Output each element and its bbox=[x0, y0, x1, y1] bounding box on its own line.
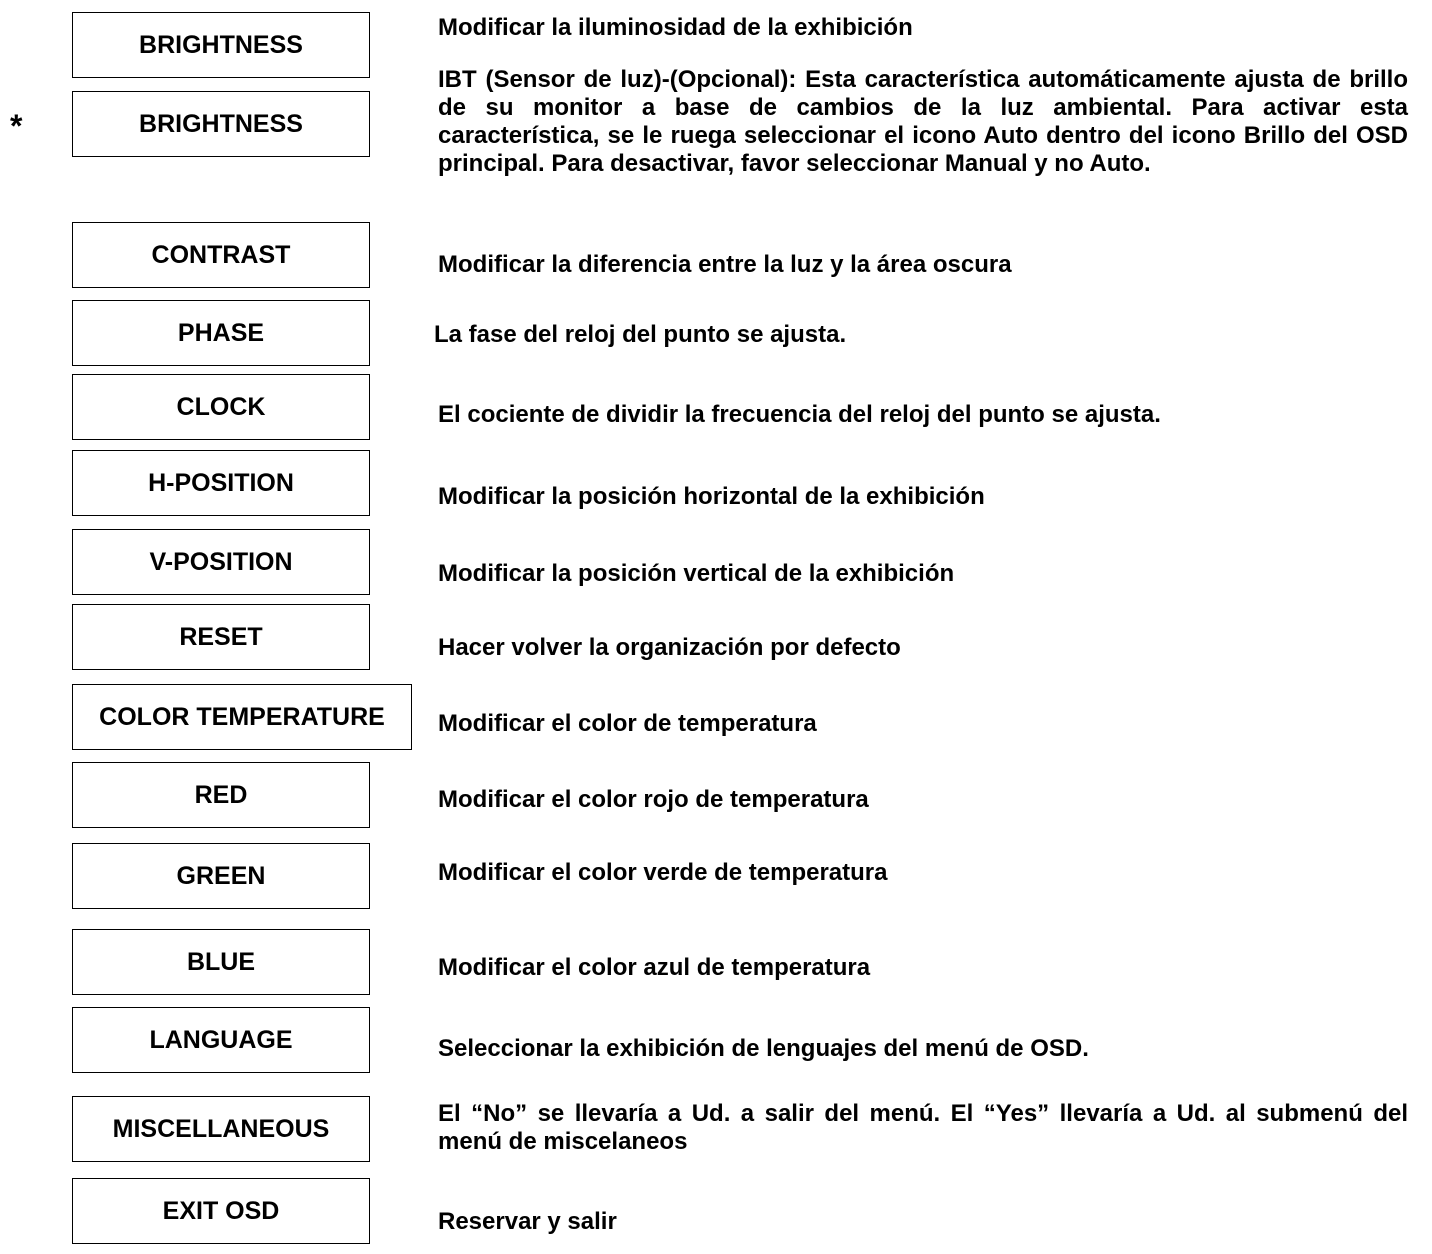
menu-box-color-temperature: COLOR TEMPERATURE bbox=[72, 684, 412, 750]
description-brightness-ibt: IBT (Sensor de luz)-(Opcional): Esta característica automáticamente ajusta de brillo de su monitor a base de cambios de la luz ambiental. Para activar esta característica, se le ruega seleccionar el icono Auto dentro del icono Brillo del OSD principal. Para desactivar, favor seleccionar Manual y no Auto. bbox=[438, 66, 1408, 177]
menu-box-reset: RESET bbox=[72, 604, 370, 670]
description-contrast: Modificar la diferencia entre la luz y la área oscura bbox=[438, 251, 1012, 278]
menu-box-v-position: V-POSITION bbox=[72, 529, 370, 595]
menu-box-red: RED bbox=[72, 762, 370, 828]
menu-box-clock: CLOCK bbox=[72, 374, 370, 440]
menu-box-contrast: CONTRAST bbox=[72, 222, 370, 288]
menu-box-h-position: H-POSITION bbox=[72, 450, 370, 516]
asterisk-marker: * bbox=[10, 108, 23, 144]
description-exit-osd: Reservar y salir bbox=[438, 1208, 617, 1235]
description-green: Modificar el color verde de temperatura bbox=[438, 859, 888, 886]
description-language: Seleccionar la exhibición de lenguajes del menú de OSD. bbox=[438, 1035, 1089, 1062]
description-v-position: Modificar la posición vertical de la exhibición bbox=[438, 560, 955, 587]
menu-box-brightness-ibt: BRIGHTNESS bbox=[72, 91, 370, 157]
description-h-position: Modificar la posición horizontal de la exhibición bbox=[438, 483, 985, 510]
description-blue: Modificar el color azul de temperatura bbox=[438, 954, 871, 981]
menu-box-green: GREEN bbox=[72, 843, 370, 909]
description-phase: La fase del reloj del punto se ajusta. bbox=[434, 321, 847, 348]
description-miscellaneous: El “No” se llevaría a Ud. a salir del menú. El “Yes” llevaría a Ud. al submenú del menú de miscelaneos bbox=[438, 1100, 1408, 1155]
description-reset: Hacer volver la organización por defecto bbox=[438, 634, 901, 661]
description-color-temperature: Modificar el color de temperatura bbox=[438, 710, 817, 737]
menu-box-exit-osd: EXIT OSD bbox=[72, 1178, 370, 1244]
menu-box-blue: BLUE bbox=[72, 929, 370, 995]
description-red: Modificar el color rojo de temperatura bbox=[438, 786, 869, 813]
menu-box-miscellaneous: MISCELLANEOUS bbox=[72, 1096, 370, 1162]
description-clock: El cociente de dividir la frecuencia del reloj del punto se ajusta. bbox=[438, 401, 1161, 428]
description-brightness: Modificar la iluminosidad de la exhibición bbox=[438, 14, 913, 41]
menu-box-brightness: BRIGHTNESS bbox=[72, 12, 370, 78]
menu-box-phase: PHASE bbox=[72, 300, 370, 366]
menu-box-language: LANGUAGE bbox=[72, 1007, 370, 1073]
